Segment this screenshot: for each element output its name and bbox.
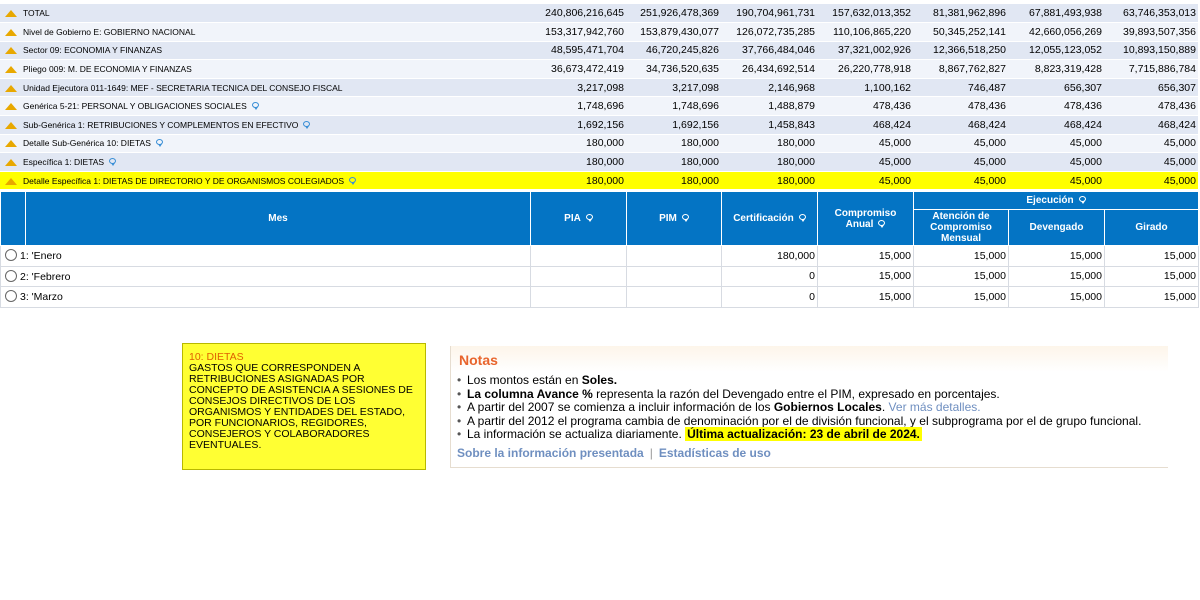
hierarchy-value-cell: 45,000 <box>817 153 913 172</box>
hierarchy-value-cell: 478,436 <box>1008 97 1104 116</box>
month-value-cell <box>531 266 627 287</box>
hierarchy-row[interactable] <box>0 60 1198 79</box>
hierarchy-label-cell <box>0 153 530 172</box>
speech-bubble-icon[interactable] <box>586 214 593 220</box>
hierarchy-value-cell: 180,000 <box>626 153 721 172</box>
hierarchy-value-cell: 468,424 <box>913 116 1008 135</box>
hierarchy-label-cell <box>0 116 530 135</box>
hierarchy-label: Detalle Sub-Genérica 10: DIETAS <box>23 138 151 149</box>
pia-header[interactable]: PIA <box>531 192 627 246</box>
triangle-up-icon[interactable] <box>5 10 17 17</box>
month-value-cell: 15,000 <box>914 266 1009 287</box>
month-value-cell: 15,000 <box>1105 266 1199 287</box>
monthly-table <box>0 191 1199 308</box>
hierarchy-value-cell: 251,926,478,369 <box>626 4 721 23</box>
speech-bubble-icon[interactable] <box>349 177 356 183</box>
hierarchy-row[interactable] <box>0 116 1198 135</box>
ejecucion-header[interactable]: Ejecución <box>914 192 1199 210</box>
month-label: 2: 'Febrero <box>20 270 71 283</box>
hierarchy-value-cell: 36,673,472,419 <box>530 60 626 79</box>
hierarchy-label-cell <box>0 171 530 190</box>
month-value-cell: 15,000 <box>1105 287 1199 308</box>
speech-bubble-icon[interactable] <box>303 121 310 127</box>
hierarchy-value-cell: 26,434,692,514 <box>721 60 817 79</box>
hierarchy-row[interactable] <box>0 171 1198 190</box>
month-value-cell: 15,000 <box>818 287 914 308</box>
hierarchy-value-cell: 180,000 <box>626 134 721 153</box>
month-value-cell: 0 <box>722 287 818 308</box>
month-row <box>1 266 1199 287</box>
select-column-header <box>1 192 26 246</box>
hierarchy-label: Pliego 009: M. DE ECONOMIA Y FINANZAS <box>23 64 192 75</box>
hierarchy-value-cell: 468,424 <box>1104 116 1198 135</box>
hierarchy-row[interactable] <box>0 153 1198 172</box>
month-value-cell <box>627 246 722 267</box>
hierarchy-row[interactable] <box>0 97 1198 116</box>
hierarchy-value-cell: 180,000 <box>530 171 626 190</box>
hierarchy-value-cell: 45,000 <box>1008 153 1104 172</box>
notes-title: Notas <box>451 346 1168 372</box>
hierarchy-label: Unidad Ejecutora 011-1649: MEF - SECRETARIA TECNICA DEL CONSEJO FISCAL <box>23 82 343 93</box>
speech-bubble-icon[interactable] <box>878 220 885 226</box>
notes-panel <box>450 346 1168 468</box>
month-value-cell: 15,000 <box>1009 266 1105 287</box>
hierarchy-value-cell: 10,893,150,889 <box>1104 41 1198 60</box>
hierarchy-value-cell: 48,595,471,704 <box>530 41 626 60</box>
hierarchy-label: Detalle Específica 1: DIETAS DE DIRECTORIO Y DE ORGANISMOS COLEGIADOS <box>23 175 345 186</box>
hierarchy-value-cell: 45,000 <box>913 134 1008 153</box>
hierarchy-value-cell: 1,748,696 <box>626 97 721 116</box>
hierarchy-value-cell: 180,000 <box>530 134 626 153</box>
hierarchy-label: Sector 09: ECONOMIA Y FINANZAS <box>23 45 163 56</box>
speech-bubble-icon[interactable] <box>109 158 116 164</box>
note-item: • La información se actualiza diariamente. Última actualización: 23 de abril de 2024. <box>457 428 1168 442</box>
hierarchy-value-cell: 45,000 <box>817 134 913 153</box>
hierarchy-value-cell: 37,321,002,926 <box>817 41 913 60</box>
triangle-up-icon[interactable] <box>5 159 17 166</box>
hierarchy-value-cell: 180,000 <box>626 171 721 190</box>
notes-footer: Sobre la información presentada | Estadísticas de uso <box>457 445 771 460</box>
hierarchy-value-cell: 3,217,098 <box>530 78 626 97</box>
speech-bubble-icon[interactable] <box>156 139 163 145</box>
hierarchy-value-cell: 45,000 <box>817 171 913 190</box>
hierarchy-label: Específica 1: DIETAS <box>23 157 105 168</box>
hierarchy-value-cell: 12,055,123,052 <box>1008 41 1104 60</box>
hierarchy-value-cell: 468,424 <box>1008 116 1104 135</box>
month-value-cell: 15,000 <box>914 287 1009 308</box>
hierarchy-value-cell: 12,366,518,250 <box>913 41 1008 60</box>
hierarchy-value-cell: 45,000 <box>1104 134 1198 153</box>
hierarchy-value-cell: 45,000 <box>1104 171 1198 190</box>
radio-icon[interactable] <box>5 290 17 302</box>
hierarchy-value-cell: 45,000 <box>1008 171 1104 190</box>
hierarchy-value-cell: 153,317,942,760 <box>530 23 626 42</box>
month-label: 1: 'Enero <box>20 250 62 263</box>
details-link[interactable]: Ver más detalles. <box>888 400 981 414</box>
hierarchy-value-cell: 8,823,319,428 <box>1008 60 1104 79</box>
hierarchy-label: Nivel de Gobierno E: GOBIERNO NACIONAL <box>23 26 196 37</box>
hierarchy-value-cell: 110,106,865,220 <box>817 23 913 42</box>
hierarchy-label: TOTAL <box>23 8 50 19</box>
month-value-cell: 15,000 <box>818 246 914 267</box>
hierarchy-row[interactable] <box>0 134 1198 153</box>
month-label: 3: 'Marzo <box>20 291 63 304</box>
speech-bubble-icon[interactable] <box>682 214 689 220</box>
triangle-up-icon[interactable] <box>5 29 17 36</box>
month-value-cell <box>531 287 627 308</box>
hierarchy-value-cell: 180,000 <box>721 134 817 153</box>
hierarchy-value-cell: 3,217,098 <box>626 78 721 97</box>
month-cell <box>1 287 531 308</box>
hierarchy-value-cell: 63,746,353,013 <box>1104 4 1198 23</box>
concept-title: 10: DIETAS <box>189 351 244 363</box>
speech-bubble-icon[interactable] <box>799 214 806 220</box>
hierarchy-value-cell: 45,000 <box>1008 134 1104 153</box>
hierarchy-value-cell: 1,100,162 <box>817 78 913 97</box>
month-cell <box>1 246 531 267</box>
hierarchy-label: Sub-Genérica 1: RETRIBUCIONES Y COMPLEMENTOS EN EFECTIVO <box>23 119 299 130</box>
hierarchy-value-cell: 180,000 <box>721 171 817 190</box>
hierarchy-row[interactable] <box>0 4 1198 23</box>
month-value-cell <box>531 246 627 267</box>
hierarchy-value-cell: 478,436 <box>817 97 913 116</box>
hierarchy-value-cell: 37,766,484,046 <box>721 41 817 60</box>
pim-header[interactable]: PIM <box>627 192 722 246</box>
hierarchy-value-cell: 746,487 <box>913 78 1008 97</box>
hierarchy-value-cell: 39,893,507,356 <box>1104 23 1198 42</box>
speech-bubble-icon[interactable] <box>252 102 259 108</box>
hierarchy-label-cell <box>0 60 530 79</box>
month-value-cell: 15,000 <box>1009 246 1105 267</box>
hierarchy-row[interactable] <box>0 41 1198 60</box>
month-row <box>1 287 1199 308</box>
hierarchy-value-cell: 656,307 <box>1104 78 1198 97</box>
month-value-cell <box>627 266 722 287</box>
hierarchy-value-cell: 67,881,493,938 <box>1008 4 1104 23</box>
hierarchy-value-cell: 8,867,762,827 <box>913 60 1008 79</box>
month-row <box>1 246 1199 267</box>
hierarchy-value-cell: 1,458,843 <box>721 116 817 135</box>
hierarchy-label: Genérica 5-21: PERSONAL Y OBLIGACIONES SOCIALES <box>23 101 247 112</box>
hierarchy-label-cell <box>0 78 530 97</box>
hierarchy-label-cell <box>0 134 530 153</box>
hierarchy-value-cell: 656,307 <box>1008 78 1104 97</box>
hierarchy-value-cell: 26,220,778,918 <box>817 60 913 79</box>
note-item: • A partir del 2007 se comienza a incluir información de los Gobiernos Locales. Ver más detalles. <box>457 401 1168 415</box>
month-value-cell: 15,000 <box>1009 287 1105 308</box>
last-update-highlight: Última actualización: 23 de abril de 2024. <box>687 427 920 441</box>
hierarchy-label-cell <box>0 4 530 23</box>
hierarchy-value-cell: 468,424 <box>817 116 913 135</box>
hierarchy-table <box>0 4 1198 190</box>
hierarchy-row[interactable] <box>0 78 1198 97</box>
hierarchy-label-cell <box>0 23 530 42</box>
hierarchy-value-cell: 45,000 <box>913 171 1008 190</box>
note-item: • Los montos están en Soles. <box>457 374 1168 388</box>
about-info-link[interactable]: Sobre la información presentada <box>457 445 644 460</box>
hierarchy-row[interactable] <box>0 23 1198 42</box>
hierarchy-value-cell: 1,692,156 <box>530 116 626 135</box>
hierarchy-value-cell: 46,720,245,826 <box>626 41 721 60</box>
hierarchy-value-cell: 153,879,430,077 <box>626 23 721 42</box>
hierarchy-value-cell: 45,000 <box>1104 153 1198 172</box>
atencion-header[interactable]: Atención de Compromiso Mensual <box>914 210 1009 246</box>
month-value-cell: 15,000 <box>818 266 914 287</box>
speech-bubble-icon[interactable] <box>1079 196 1086 202</box>
concept-description-box <box>182 343 426 470</box>
hierarchy-value-cell: 45,000 <box>913 153 1008 172</box>
hierarchy-value-cell: 1,748,696 <box>530 97 626 116</box>
devengado-header[interactable]: Devengado <box>1009 210 1105 246</box>
hierarchy-value-cell: 180,000 <box>530 153 626 172</box>
hierarchy-value-cell: 50,345,252,141 <box>913 23 1008 42</box>
hierarchy-label-cell <box>0 41 530 60</box>
hierarchy-value-cell: 7,715,886,784 <box>1104 60 1198 79</box>
triangle-up-icon[interactable] <box>5 178 17 185</box>
triangle-up-icon[interactable] <box>5 122 17 129</box>
hierarchy-value-cell: 126,072,735,285 <box>721 23 817 42</box>
month-value-cell: 180,000 <box>722 246 818 267</box>
concept-text: GASTOS QUE CORRESPONDEN A RETRIBUCIONES ASIGNADAS POR CONCEPTO DE ASISTENCIA A SESIONES DE CONSEJOS DIRECTIVOS DE LOS ORGANISMOS Y ENTIDADES DEL ESTADO, POR FUNCIONARIOS, REGIDORES, CONSEJEROS Y COLABORADORES EVENTUALES. <box>189 362 413 451</box>
triangle-up-icon[interactable] <box>5 103 17 110</box>
compromiso-header[interactable]: Compromiso Anual <box>818 192 914 246</box>
hierarchy-value-cell: 180,000 <box>721 153 817 172</box>
usage-stats-link[interactable]: Estadísticas de uso <box>658 445 771 460</box>
hierarchy-value-cell: 190,704,961,731 <box>721 4 817 23</box>
month-cell <box>1 266 531 287</box>
hierarchy-value-cell: 478,436 <box>1104 97 1198 116</box>
note-item: • A partir del 2012 el programa cambia de denominación por el de división funcional, y el subprograma por el de grupo funcional. <box>457 415 1168 429</box>
month-value-cell <box>627 287 722 308</box>
triangle-up-icon[interactable] <box>5 66 17 73</box>
notes-list <box>451 374 1168 442</box>
hierarchy-label-cell <box>0 97 530 116</box>
mes-header[interactable]: Mes <box>26 192 531 246</box>
radio-icon[interactable] <box>5 270 17 282</box>
hierarchy-value-cell: 42,660,056,269 <box>1008 23 1104 42</box>
hierarchy-value-cell: 240,806,216,645 <box>530 4 626 23</box>
hierarchy-value-cell: 478,436 <box>913 97 1008 116</box>
hierarchy-value-cell: 81,381,962,896 <box>913 4 1008 23</box>
hierarchy-value-cell: 1,692,156 <box>626 116 721 135</box>
certificacion-header[interactable]: Certificación <box>722 192 818 246</box>
hierarchy-value-cell: 34,736,520,635 <box>626 60 721 79</box>
hierarchy-value-cell: 1,488,879 <box>721 97 817 116</box>
triangle-up-icon[interactable] <box>5 85 17 92</box>
girado-header[interactable]: Girado <box>1105 210 1199 246</box>
hierarchy-value-cell: 2,146,968 <box>721 78 817 97</box>
month-value-cell: 0 <box>722 266 818 287</box>
triangle-up-icon[interactable] <box>5 140 17 147</box>
month-value-cell: 15,000 <box>914 246 1009 267</box>
radio-icon[interactable] <box>5 249 17 261</box>
month-value-cell: 15,000 <box>1105 246 1199 267</box>
triangle-up-icon[interactable] <box>5 47 17 54</box>
note-item: • La columna Avance % representa la razón del Devengado entre el PIM, expresado en porcentajes. <box>457 388 1168 402</box>
hierarchy-value-cell: 157,632,013,352 <box>817 4 913 23</box>
